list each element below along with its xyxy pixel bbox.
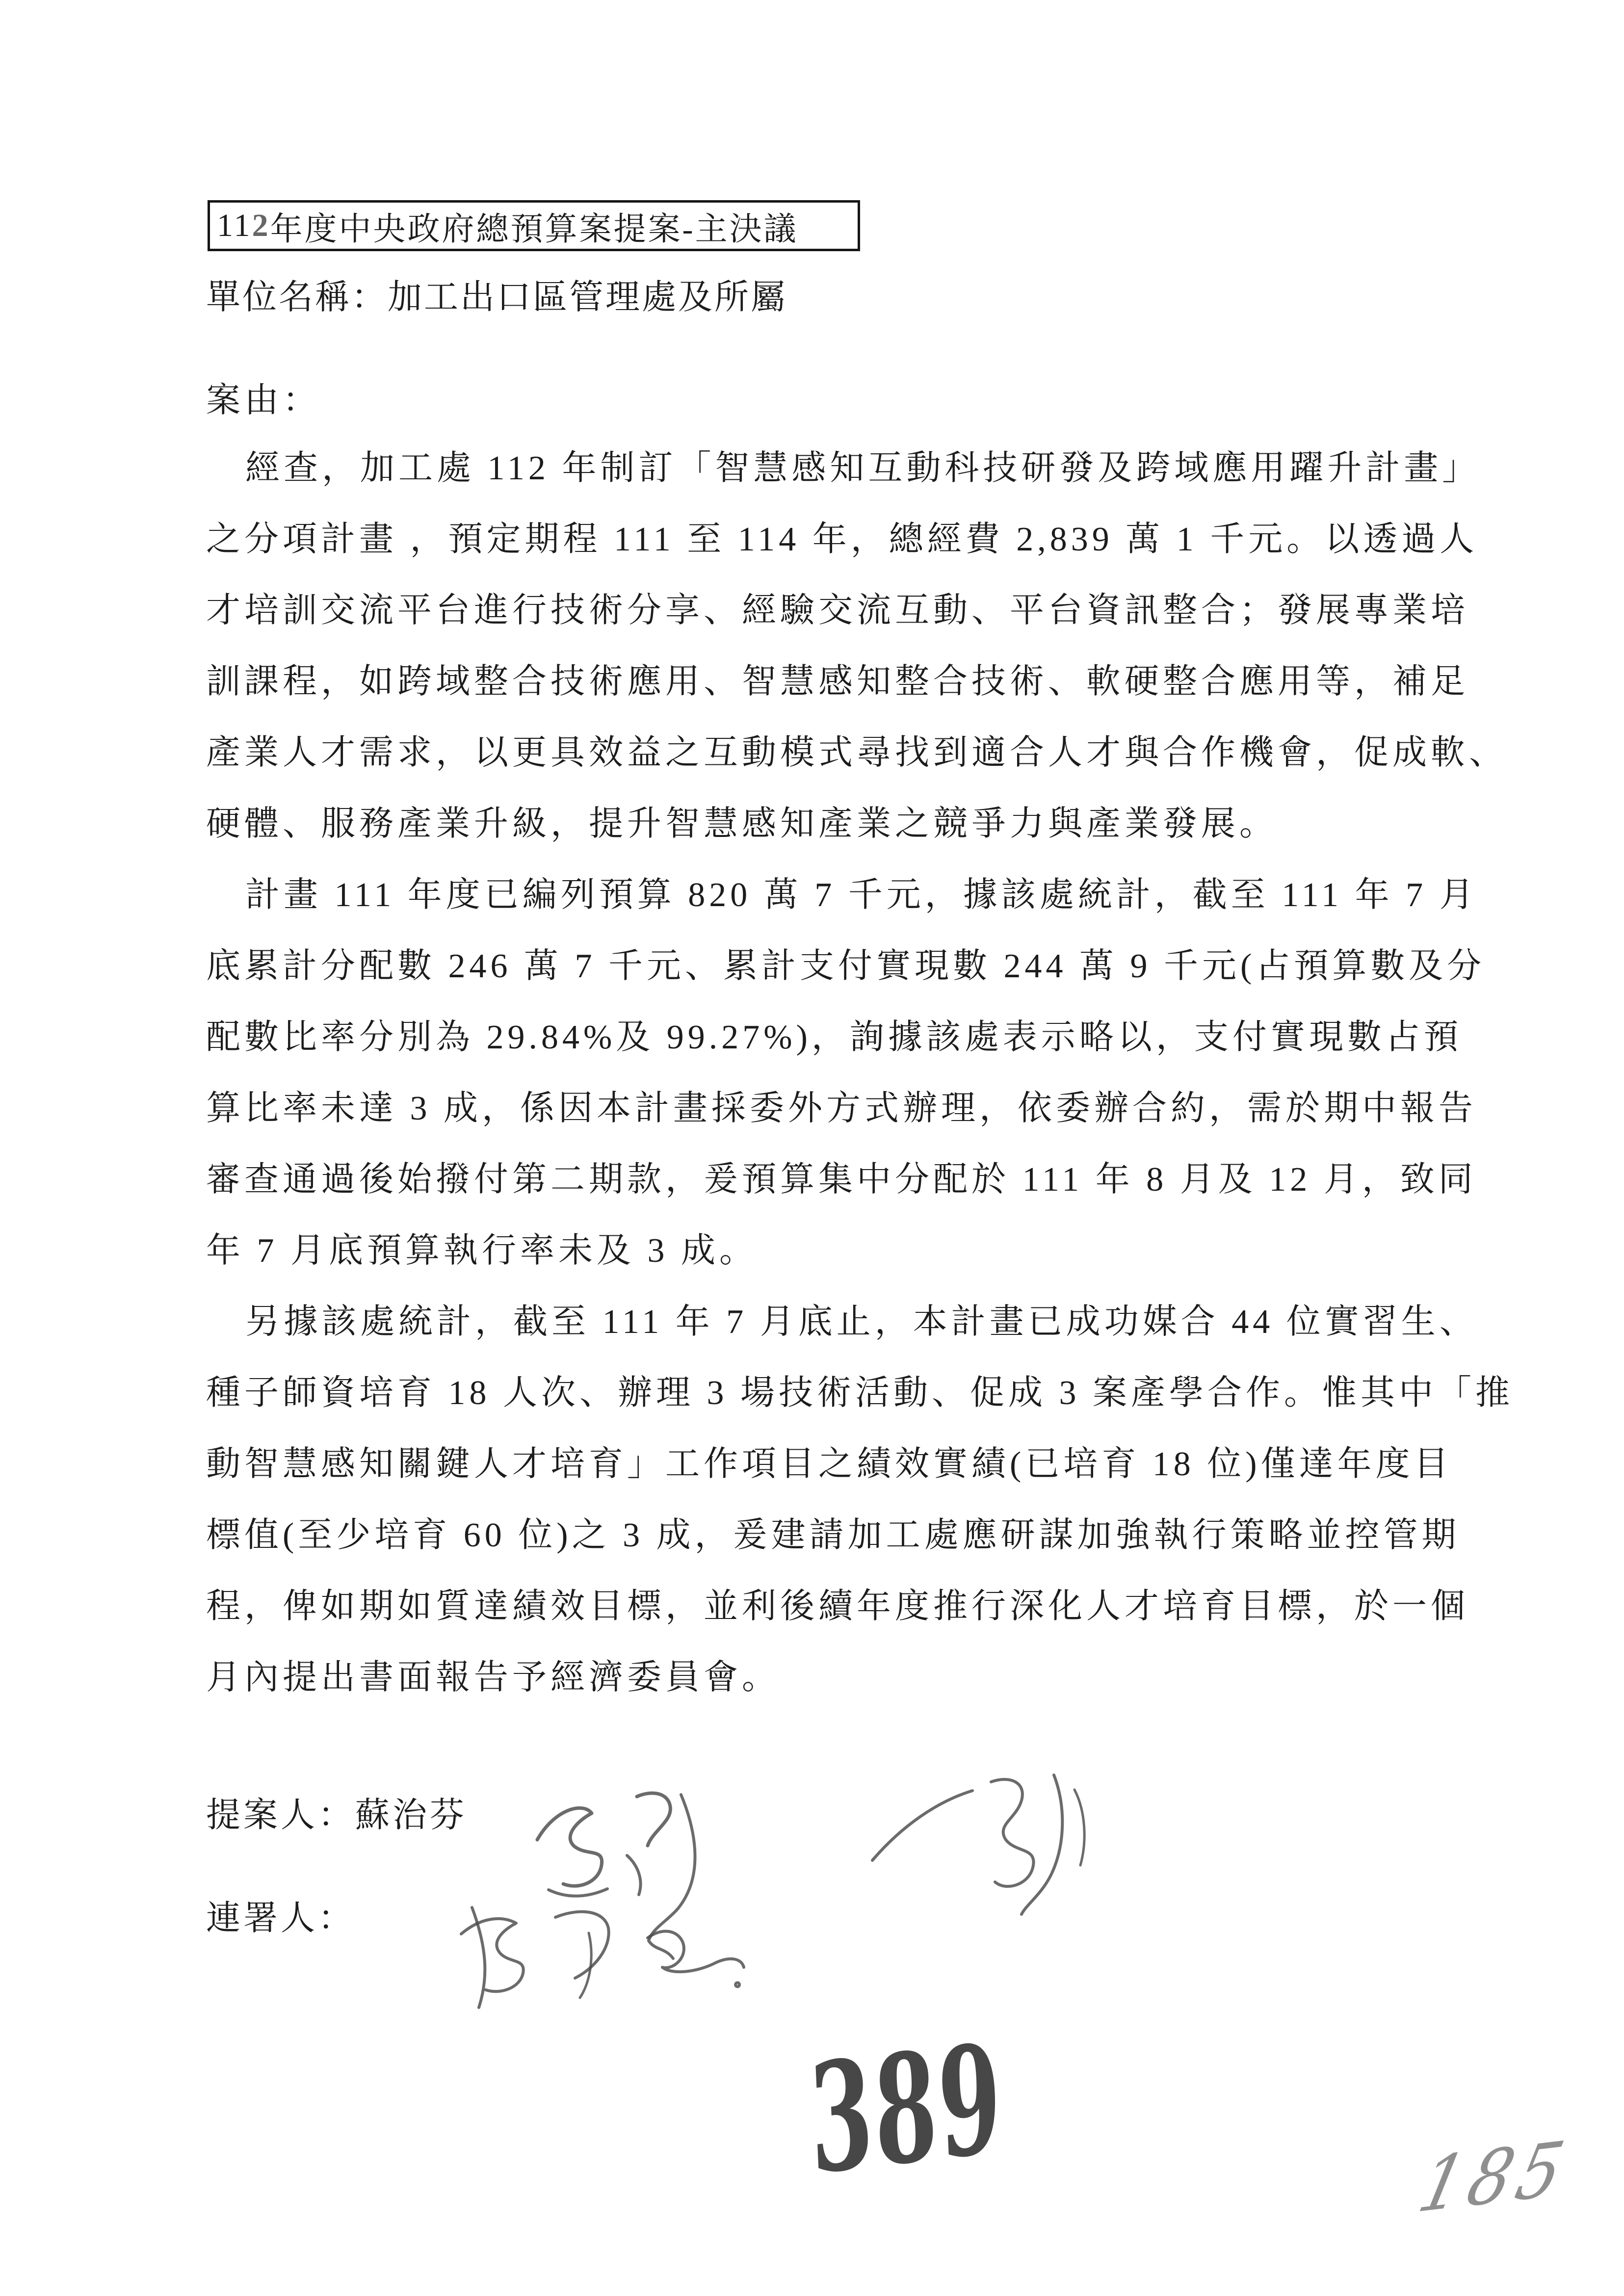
body-line: 底累計分配數 246 萬 7 千元、累計支付實現數 244 萬 9 千元(占預算數及分 (206, 947, 1486, 985)
body-line: 程，俾如期如質達績效目標，並利後續年度推行深化人才培育目標，於一個 (206, 1588, 1469, 1625)
title-year-last-digit: 2 (252, 208, 270, 243)
handwritten-signature-cosigner-1 (844, 1761, 1109, 1923)
subject-label: 案由： (206, 382, 321, 419)
body-line: 審查通過後始撥付第二期款，爰預算集中分配於 111 年 8 月及 12 月，致同 (206, 1161, 1477, 1199)
unit-label: 單位名稱： (206, 279, 388, 316)
body-text-block (206, 433, 1514, 1713)
body-line: 月內提出書面報告予經濟委員會。 (206, 1659, 780, 1696)
page-number-stamp: 389 (806, 2010, 1006, 2208)
body-line: 配數比率分別為 29.84%及 99.27%)，詢據該處表示略以，支付實現數占預 (206, 1018, 1462, 1056)
body-line: 才培訓交流平台進行技術分享、經驗交流互動、平台資訊整合；發展專業培 (206, 592, 1469, 629)
body-line: 標值(至少培育 60 位)之 3 成，爰建請加工處應研謀加強執行策略並控管期 (206, 1516, 1460, 1554)
title-year-prefix: 11 (217, 208, 252, 243)
proposer-name: 蘇治芬 (355, 1797, 467, 1834)
body-line: 計畫 111 年度已編列預算 820 萬 7 千元，據該處統計，截至 111 年 7 月 (245, 876, 1478, 914)
body-line: 之分項計畫 ，預定期程 111 至 114 年，總經費 2,839 萬 1 千元。以透過人 (206, 521, 1478, 558)
body-line: 年 7 月底預算執行率未及 3 成。 (206, 1232, 758, 1270)
corner-page-number: 185 (1411, 2124, 1578, 2230)
body-line: 另據該處統計，截至 111 年 7 月底止，本計畫已成功媒合 44 位實習生、 (245, 1303, 1478, 1341)
proposer-line (206, 1797, 467, 1834)
handwritten-signature-cosigner-2 (442, 1889, 775, 2016)
page-title: 年度中央政府總預算案提案-主決議 (270, 211, 798, 247)
body-line: 硬體、服務產業升級，提升智慧感知產業之競爭力與產業發展。 (206, 805, 1278, 843)
proposer-label: 提案人： (206, 1797, 355, 1834)
body-line: 經查，加工處 112 年制訂「智慧感知互動科技研發及跨域應用躍升計畫」 (245, 449, 1481, 487)
body-line: 訓課程，如跨域整合技術應用、智慧感知整合技術、軟硬整合應用等，補足 (206, 663, 1469, 701)
body-line: 產業人才需求，以更具效益之互動模式尋找到適合人才與合作機會，促成軟、 (206, 734, 1507, 772)
body-line: 算比率未達 3 成，係因本計畫採委外方式辦理，依委辦合約，需於期中報告 (206, 1090, 1477, 1127)
body-line: 種子師資培育 18 人次、辦理 3 場技術活動、促成 3 案產學合作。惟其中「推 (206, 1374, 1514, 1412)
title-box (208, 200, 860, 251)
body-line: 動智慧感知關鍵人才培育」工作項目之績效實績(已培育 18 位)僅達年度目 (206, 1445, 1452, 1483)
unit-name-line (206, 279, 787, 316)
cosigner-label: 連署人： (206, 1900, 355, 1937)
unit-name: 加工出口區管理處及所屬 (388, 279, 787, 316)
